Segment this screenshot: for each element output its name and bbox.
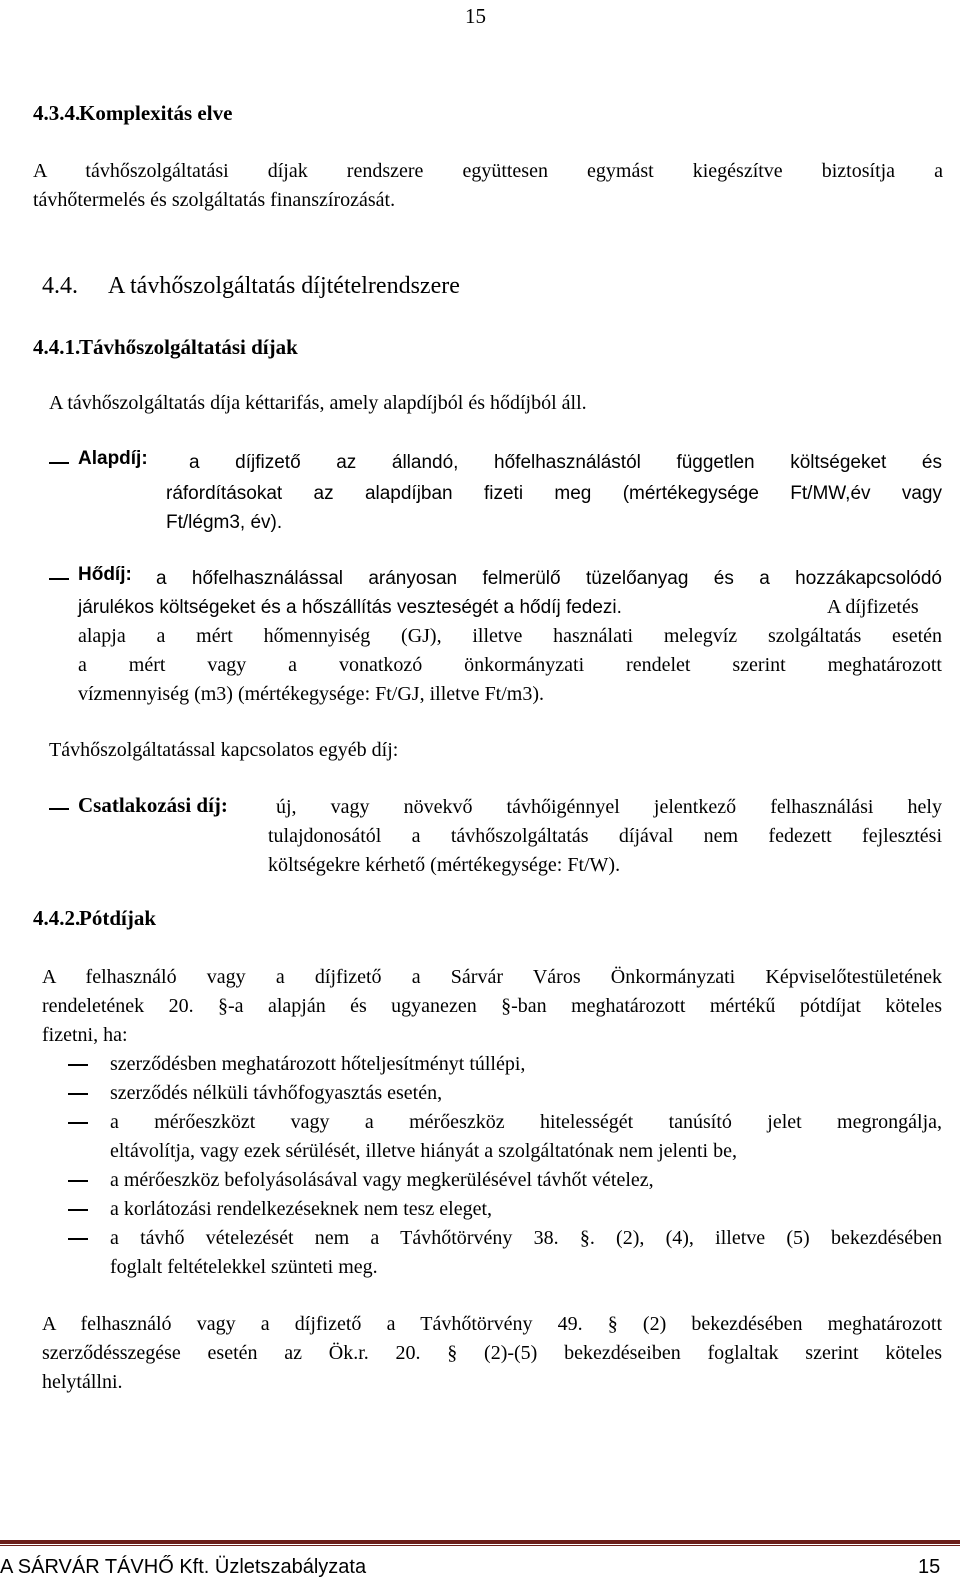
closing-line-2: szerződésszegése esetén az Ök.r. 20. § (2)-(5) bekezdéseiben foglaltak szerint köteles [42, 1342, 942, 1364]
alapdij-line-3: Ft/légm3, év). [166, 512, 283, 533]
csatlakozasi-line-2: tulajdonosától a távhőszolgáltatás díjával nem fedezett fejlesztési [268, 825, 942, 847]
closing-line-1: A felhasználó vagy a díjfizető a Távhőtörvény 49. § (2) bekezdésében meghatározott [42, 1313, 942, 1335]
hodij-line-3: alapja a mért hőmennyiség (GJ), illetve használati melegvíz szolgáltatás esetén [78, 625, 942, 647]
section-4-4-1-title: Távhőszolgáltatási díjak [79, 335, 298, 359]
list-dash [68, 1180, 88, 1182]
csatlakozasi-term: Csatlakozási díj: [78, 793, 228, 817]
hodij-line-4: a mért vagy a vonatkozó önkormányzati rendelet szerint meghatározott [78, 654, 942, 676]
section-4-4-1-intro: A távhőszolgáltatás díja kéttarifás, amely alapdíjból és hődíjból áll. [49, 392, 587, 414]
other-fees-heading: Távhőszolgáltatással kapcsolatos egyéb díj: [49, 739, 399, 761]
list-dash [49, 808, 69, 810]
alapdij-term: Alapdíj: [78, 448, 148, 469]
potdij-item: a távhő vételezését nem a Távhőtörvény 38. §. (2), (4), illetve (5) bekezdésében [110, 1227, 942, 1249]
section-4-3-4-line-2: távhőtermelés és szolgáltatás finanszírozását. [33, 189, 396, 211]
list-dash [68, 1238, 88, 1240]
alapdij-line-2: ráfordításokat az alapdíjban fizeti meg (mértékegysége Ft/MW,év vagy [166, 483, 942, 504]
potdij-item: szerződésben meghatározott hőteljesítményt túllépi, [110, 1053, 526, 1075]
section-4-3-4-line-1: A távhőszolgáltatási díjak rendszere együttesen egymást kiegészítve biztosítja a [33, 160, 943, 182]
footer-rule [0, 1540, 960, 1544]
section-4-3-4-title: Komplexitás elve [79, 101, 233, 125]
list-dash [68, 1064, 88, 1066]
potdij-item: a korlátozási rendelkezéseknek nem tesz eleget, [110, 1198, 493, 1220]
csatlakozasi-line-1: új, vagy növekvő távhőigénnyel jelentkező felhasználási hely [276, 796, 942, 818]
potdij-item-cont: foglalt feltételekkel szünteti meg. [110, 1256, 378, 1278]
list-dash [68, 1209, 88, 1211]
hodij-line-5: vízmennyiség (m3) (mértékegysége: Ft/GJ, illetve Ft/m3). [78, 683, 545, 705]
hodij-line-2a: járulékos költségeket és a hőszállítás veszteségét a hődíj fedezi. [78, 597, 622, 618]
list-dash [49, 462, 69, 464]
footer-rule-thin [0, 1545, 960, 1546]
section-4-4-title: A távhőszolgáltatás díjtételrendszere [108, 273, 460, 299]
list-dash [49, 578, 69, 580]
potdij-item-cont: eltávolítja, vagy ezek sérülését, illetve hiányát a szolgáltatónak nem jelenti be, [110, 1140, 737, 1162]
footer-title: A SÁRVÁR TÁVHŐ Kft. Üzletszabályzata [0, 1556, 367, 1578]
alapdij-line-1: a díjfizető az állandó, hőfelhasználástól független költségeket és [189, 452, 942, 473]
list-dash [68, 1093, 88, 1095]
page-number: 15 [465, 4, 486, 28]
hodij-term: Hődíj: [78, 564, 132, 585]
hodij-line-1: a hőfelhasználással arányosan felmerülő tüzelőanyag és a hozzákapcsolódó [156, 568, 942, 589]
hodij-line-2b: A díjfizetés [827, 596, 919, 618]
list-dash [68, 1122, 88, 1124]
csatlakozasi-line-3: költségekre kérhető (mértékegysége: Ft/W). [268, 854, 621, 876]
footer-page-number: 15 [918, 1556, 941, 1578]
section-4-4-2-title: Pótdíjak [79, 906, 157, 930]
potdij-item: szerződés nélküli távhőfogyasztás esetén, [110, 1082, 443, 1104]
section-4-4-1-number: 4.4.1. [33, 335, 81, 359]
section-4-4-2-number: 4.4.2. [33, 906, 81, 930]
section-4-4-number: 4.4. [42, 273, 78, 299]
potdij-para-line-1: A felhasználó vagy a díjfizető a Sárvár Város Önkormányzati Képviselőtestületének [42, 966, 942, 988]
potdij-para-line-2: rendeletének 20. §-a alapján és ugyanezen §-ban meghatározott mértékű pótdíjat köteles [42, 995, 942, 1017]
potdij-para-line-3: fizetni, ha: [42, 1024, 128, 1046]
potdij-item: a mérőeszközt vagy a mérőeszköz hitelességét tanúsító jelet megrongálja, [110, 1111, 942, 1133]
closing-line-3: helytállni. [42, 1371, 123, 1393]
potdij-item: a mérőeszköz befolyásolásával vagy megkerülésével távhőt vételez, [110, 1169, 654, 1191]
section-4-3-4-number: 4.3.4. [33, 101, 81, 125]
